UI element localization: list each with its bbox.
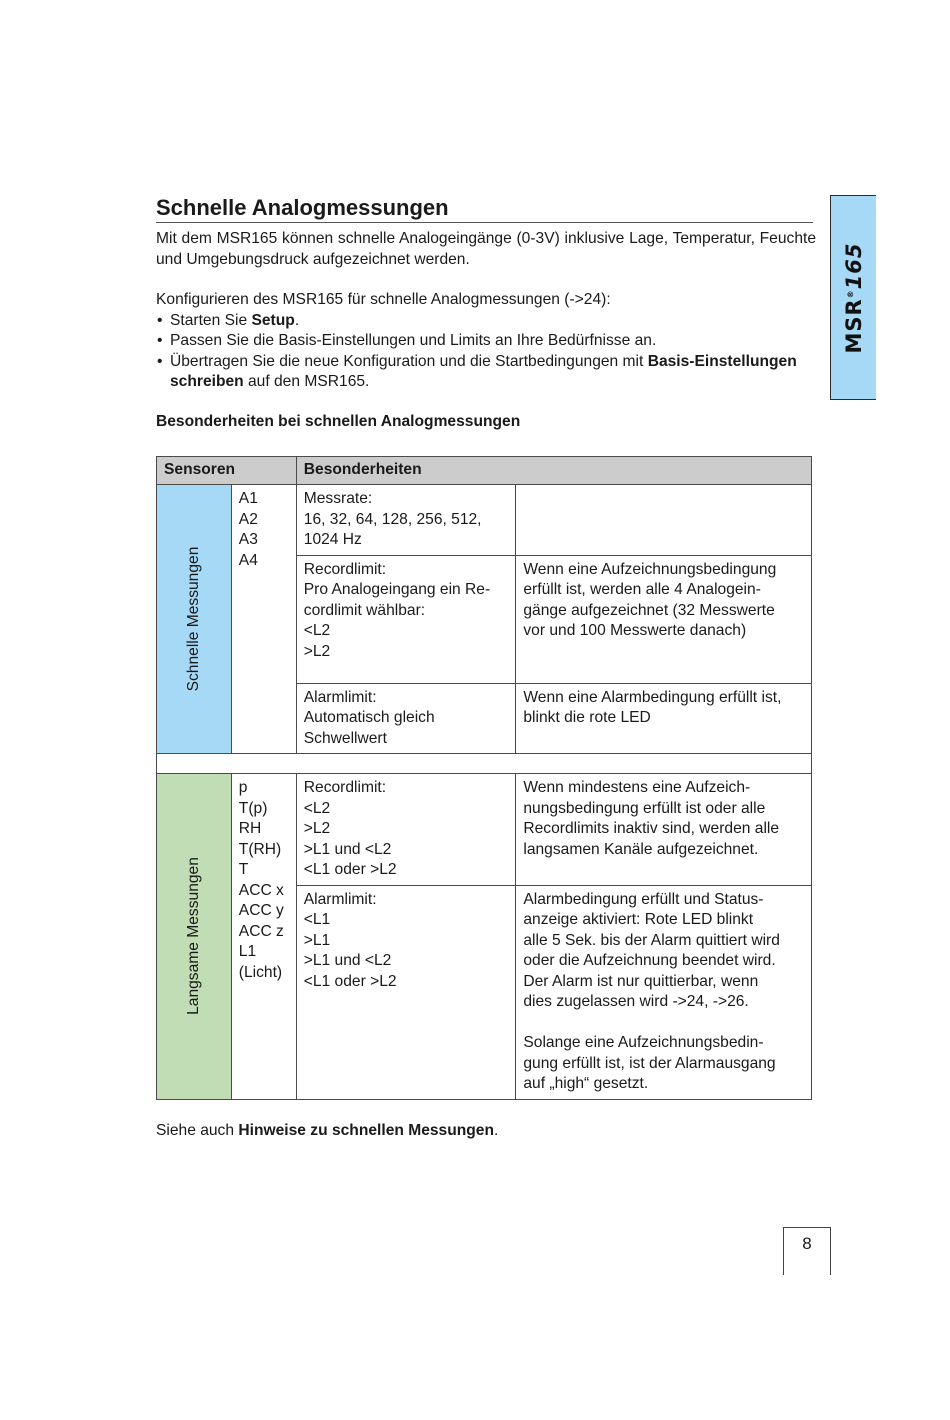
header-features: Besonderheiten: [296, 457, 811, 485]
table-row: [157, 774, 812, 886]
config-section: [156, 290, 816, 393]
description-cell: Alarmbedingung erfüllt und Status- anzeige aktiviert: Rote LED blinkt alle 5 Sek. bis der Alarm quittiert wird oder die Aufzeichnung beendet wird. Der Alarm ist nur quittierbar, wenn dies zugelassen wird ->24, ->26. Solange eine Aufzeichnungsbedin- gung erfüllt ist, ist der Alarmausgang auf „high“ gesetzt.: [516, 885, 812, 1099]
feature-cell: Recordlimit: <L2 >L2 >L1 und <L2 <L1 oder >L2: [296, 774, 516, 886]
header-sensors: Sensoren: [157, 457, 297, 485]
feature-cell: Alarmlimit: Automatisch gleich Schwellwert: [296, 683, 516, 754]
features-table: [156, 456, 812, 1100]
feature-cell: Recordlimit: Pro Analogeingang ein Re- cordlimit wählbar: <L2 >L2: [296, 555, 516, 683]
description-cell: Wenn eine Aufzeichnungsbedingung erfüllt ist, werden alle 4 Analogein- gänge aufgezeichnet (32 Messwerte vor und 100 Messwerte danach): [516, 555, 812, 683]
slow-group-cell: [157, 774, 232, 1100]
config-bullet-list: [156, 311, 816, 393]
feature-cell: Alarmlimit: <L1 >L1 >L1 und <L2 <L1 oder >L2: [296, 885, 516, 1099]
fast-sensor-list: A1 A2 A3 A4: [231, 485, 296, 754]
fast-group-cell: [157, 485, 232, 754]
product-logo: MSR®165: [841, 241, 866, 354]
table-row: [157, 485, 812, 556]
footnote: Siehe auch Hinweise zu schnellen Messungen.: [156, 1122, 499, 1139]
section-heading: Besonderheiten bei schnellen Analogmessungen: [156, 413, 521, 430]
fast-group-label: Schnelle Messungen: [184, 546, 202, 692]
page-number: 8: [802, 1234, 812, 1253]
config-heading: Konfigurieren des MSR165 für schnelle Analogmessungen (->24):: [156, 291, 611, 308]
bullet-item: • Starten Sie Setup.: [156, 311, 816, 332]
intro-paragraph: Mit dem MSR165 können schnelle Analogeingänge (0-3V) inklusive Lage, Temperatur, Feuchte und Umgebungsdruck aufgezeichnet werden.: [156, 230, 816, 268]
bullet-item: • Passen Sie die Basis-Einstellungen und Limits an Ihre Bedürfnisse an.: [156, 331, 816, 352]
page-title: Schnelle Analogmessungen: [156, 194, 813, 223]
spacer-row: [157, 754, 812, 774]
feature-cell: Messrate: 16, 32, 64, 128, 256, 512, 1024 Hz: [296, 485, 516, 556]
table-header-row: [157, 457, 812, 485]
description-cell: Wenn eine Alarmbedingung erfüllt ist, blinkt die rote LED: [516, 683, 812, 754]
bullet-item: • Übertragen Sie die neue Konfiguration und die Startbedingungen mit Basis-Einstellungen schreiben auf den MSR165.: [156, 352, 816, 393]
slow-group-label: Langsame Messungen: [184, 857, 202, 1016]
spacer-cell: [157, 754, 812, 774]
description-cell: [516, 485, 812, 556]
page-number-box: [783, 1227, 831, 1275]
side-tab: [830, 195, 876, 400]
description-cell: Wenn mindestens eine Aufzeich- nungsbedingung erfüllt ist oder alle Recordlimits inaktiv sind, werden alle langsamen Kanäle aufgezeichnet.: [516, 774, 812, 886]
slow-sensor-list: p T(p) RH T(RH) T ACC x ACC y ACC z L1 (Licht): [231, 774, 296, 1100]
